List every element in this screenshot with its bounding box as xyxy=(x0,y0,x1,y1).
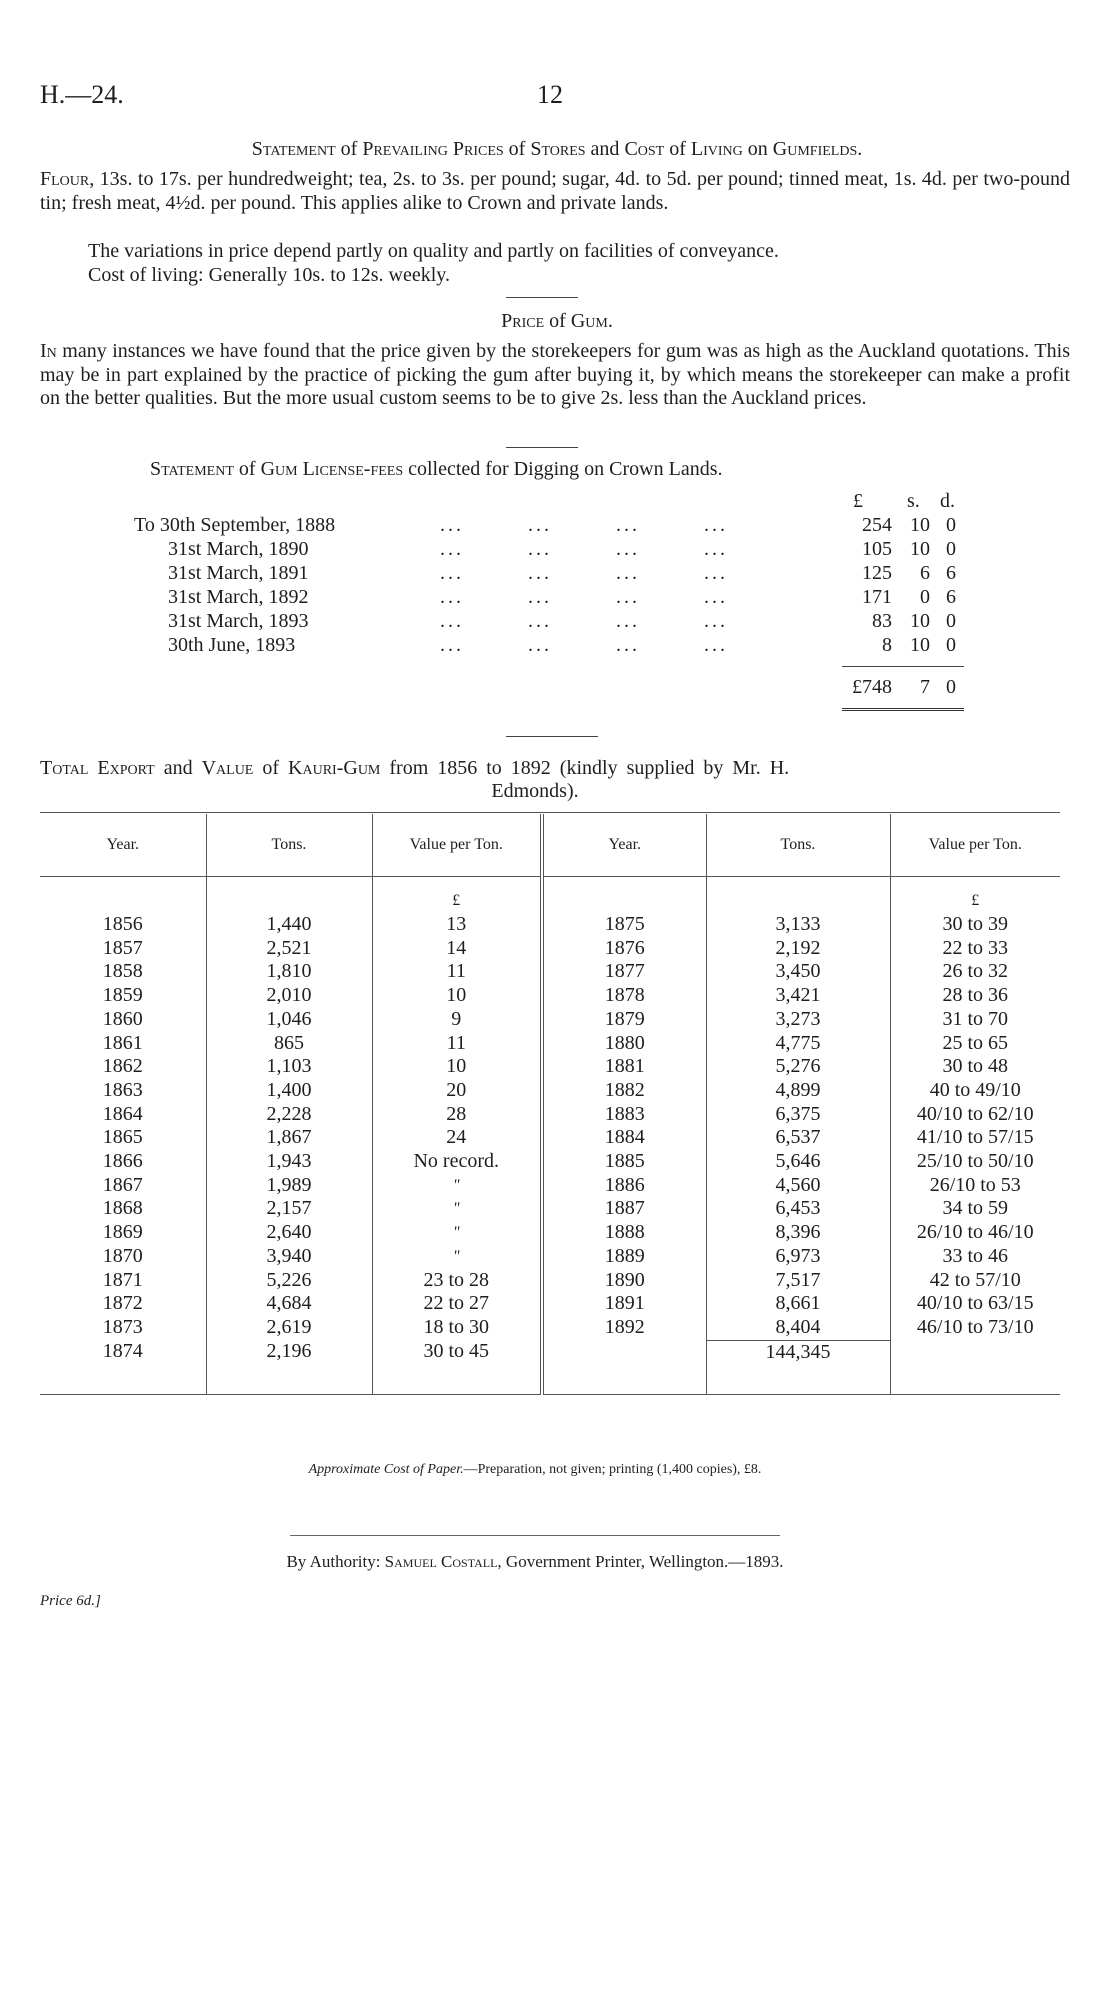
shillings-header: s. xyxy=(907,490,920,512)
cost-of-living-line: Cost of living: Generally 10s. to 12s. weekly. xyxy=(88,264,450,286)
year-cell: 1863 xyxy=(40,1079,206,1103)
fee-pounds: 83 xyxy=(872,610,892,632)
value-cell: 25 to 65 xyxy=(942,1031,1009,1054)
spacer-cell xyxy=(706,877,890,914)
year-cell: 1856 xyxy=(40,913,206,937)
year-cell: 1857 xyxy=(40,937,206,961)
running-head: H.—24. xyxy=(40,80,124,109)
value-cell: 9 xyxy=(372,1008,542,1032)
fee-period: 30th June, 1893 xyxy=(168,634,296,656)
year-cell: 1860 xyxy=(40,1008,206,1032)
license-fee-row xyxy=(0,586,1114,610)
currency-row xyxy=(40,877,1060,914)
table-row xyxy=(40,1245,1060,1269)
price-tag: Price 6d.] xyxy=(40,1593,101,1609)
year-cell: 1869 xyxy=(40,1221,206,1245)
tons-cell: 3,450 xyxy=(706,960,890,984)
cost-note: Approximate Cost of Paper.—Preparation, not given; printing (1,400 copies), £8. xyxy=(308,1462,762,1477)
header-value: Value per Ton. xyxy=(372,814,542,877)
dot-leader: ... ... ... ... xyxy=(440,610,728,632)
table-row xyxy=(40,1150,1060,1174)
year-cell: 1865 xyxy=(40,1126,206,1150)
fee-shillings: 6 xyxy=(920,562,930,584)
value-cell: 30 to 45 xyxy=(372,1340,542,1364)
value-cell: 40 to 49/10 xyxy=(929,1078,1021,1101)
export-title: Total Export and Value of Kauri-Gum from 1856 to 1892 (kindly supplied by Mr. H. xyxy=(40,757,790,779)
tons-cell: 1,400 xyxy=(206,1079,372,1103)
fee-pounds: 105 xyxy=(862,538,892,560)
value-cell: 22 to 27 xyxy=(372,1292,542,1316)
divider xyxy=(506,447,578,448)
year-cell: 1883 xyxy=(542,1103,706,1127)
tons-cell: 1,046 xyxy=(206,1008,372,1032)
table-row xyxy=(40,1316,1060,1340)
tons-cell: 1,943 xyxy=(206,1150,372,1174)
export-table xyxy=(40,814,1060,1397)
total-pence: 0 xyxy=(946,676,956,698)
fee-pence: 0 xyxy=(946,538,956,560)
tons-cell: 4,899 xyxy=(706,1079,890,1103)
table-row xyxy=(40,1032,1060,1056)
variations-line: The variations in price depend partly on quality and partly on facilities of conveyance. xyxy=(88,240,779,262)
value-cell: 22 to 33 xyxy=(942,936,1009,959)
value-cell: 46/10 to 73/10 xyxy=(916,1316,1034,1339)
year-cell: 1887 xyxy=(542,1197,706,1221)
value-cell: 11 xyxy=(372,960,542,984)
year-cell: 1881 xyxy=(542,1055,706,1079)
tons-cell: 2,619 xyxy=(206,1316,372,1340)
tons-cell: 2,192 xyxy=(706,937,890,961)
spacer-cell xyxy=(206,877,372,914)
fee-pence: 6 xyxy=(946,586,956,608)
table-row xyxy=(40,960,1060,984)
spacer-cell xyxy=(372,1364,542,1395)
table-row xyxy=(40,1292,1060,1316)
table-row xyxy=(40,1126,1060,1150)
value-cell: " xyxy=(372,1221,542,1245)
license-fee-row xyxy=(0,610,1114,634)
table-row xyxy=(40,1055,1060,1079)
year-cell: 1876 xyxy=(542,937,706,961)
value-cell: " xyxy=(372,1197,542,1221)
rule-cell xyxy=(40,1395,1060,1398)
year-cell: 1874 xyxy=(40,1340,206,1364)
fee-pounds: 8 xyxy=(882,634,892,656)
tons-cell: 1,989 xyxy=(206,1174,372,1198)
year-cell: 1871 xyxy=(40,1269,206,1293)
fee-period: 31st March, 1892 xyxy=(168,586,309,608)
fee-shillings: 10 xyxy=(910,514,930,536)
tons-cell: 6,453 xyxy=(706,1197,890,1221)
fee-shillings: 10 xyxy=(910,538,930,560)
fee-pounds: 254 xyxy=(862,514,892,536)
table-row xyxy=(40,1174,1060,1198)
value-cell: No record. xyxy=(372,1150,542,1174)
tons-cell: 3,273 xyxy=(706,1008,890,1032)
year-cell: 1872 xyxy=(40,1292,206,1316)
tons-cell: 6,537 xyxy=(706,1126,890,1150)
value-cell: 28 to 36 xyxy=(942,984,1009,1007)
year-cell: 1859 xyxy=(40,984,206,1008)
table-top-rule xyxy=(40,812,1060,813)
tons-cell: 3,421 xyxy=(706,984,890,1008)
year-cell: 1875 xyxy=(542,913,706,937)
table-bottom-spacer xyxy=(40,1364,1060,1395)
tons-cell: 7,517 xyxy=(706,1269,890,1293)
value-cell: 11 xyxy=(372,1032,542,1056)
year-cell: 1886 xyxy=(542,1174,706,1198)
table-row xyxy=(40,1103,1060,1127)
tons-cell: 2,228 xyxy=(206,1103,372,1127)
spacer-cell xyxy=(890,1364,1060,1395)
year-cell: 1864 xyxy=(40,1103,206,1127)
table-row xyxy=(40,1079,1060,1103)
tons-cell: 4,775 xyxy=(706,1032,890,1056)
header-tons: Tons. xyxy=(706,814,890,877)
value-cell: 14 xyxy=(372,937,542,961)
value-cell: " xyxy=(372,1245,542,1269)
license-fees-total xyxy=(0,676,1114,700)
year-cell: 1870 xyxy=(40,1245,206,1269)
value-cell: 13 xyxy=(372,913,542,937)
table-row xyxy=(40,937,1060,961)
value-cell: 30 to 39 xyxy=(942,913,1009,935)
year-cell: 1889 xyxy=(542,1245,706,1269)
tons-cell: 5,276 xyxy=(706,1055,890,1079)
value-cell: 34 to 59 xyxy=(942,1197,1009,1220)
year-cell: 1891 xyxy=(542,1292,706,1316)
page-number: 12 xyxy=(537,80,563,109)
year-cell xyxy=(542,1340,706,1364)
value-cell: 42 to 57/10 xyxy=(929,1268,1021,1291)
spacer-cell xyxy=(542,1364,706,1395)
year-cell: 1873 xyxy=(40,1316,206,1340)
spacer-cell xyxy=(40,877,206,914)
fee-shillings: 0 xyxy=(920,586,930,608)
value-cell: 18 to 30 xyxy=(372,1316,542,1340)
table-row xyxy=(40,913,1060,937)
dot-leader: ... ... ... ... xyxy=(440,538,728,560)
value-cell: 26 to 32 xyxy=(942,960,1009,983)
value-cell: 24 xyxy=(372,1126,542,1150)
divider xyxy=(290,1535,780,1536)
price-of-gum-title: Price of Gum. xyxy=(501,310,613,332)
tons-cell: 2,640 xyxy=(206,1221,372,1245)
table-row xyxy=(40,1269,1060,1293)
tons-cell: 865 xyxy=(206,1032,372,1056)
license-fee-row xyxy=(0,634,1114,658)
spacer-cell xyxy=(206,1364,372,1395)
year-cell: 1884 xyxy=(542,1126,706,1150)
year-cell: 1866 xyxy=(40,1150,206,1174)
fee-pounds: 171 xyxy=(862,586,892,608)
year-cell: 1877 xyxy=(542,960,706,984)
dot-leader: ... ... ... ... xyxy=(440,562,728,584)
license-fees-title: Statement of Gum License-fees collected for Digging on Crown Lands. xyxy=(150,458,723,480)
license-fee-row xyxy=(0,562,1114,586)
license-fees-units xyxy=(0,490,1114,514)
tons-cell: 2,157 xyxy=(206,1197,372,1221)
value-cell: 30 to 48 xyxy=(942,1055,1009,1078)
tons-cell: 2,196 xyxy=(206,1340,372,1364)
stores-title: Statement of Prevailing Prices of Stores and Cost of Living on Gumfields. xyxy=(251,138,863,160)
tons-cell: 8,396 xyxy=(706,1221,890,1245)
header-year: Year. xyxy=(542,814,706,877)
tons-cell: 2,010 xyxy=(206,984,372,1008)
tons-cell: 1,103 xyxy=(206,1055,372,1079)
tons-cell: 8,661 xyxy=(706,1292,890,1316)
table-row xyxy=(40,1340,1060,1364)
value-cell: 20 xyxy=(372,1079,542,1103)
table-row xyxy=(40,1221,1060,1245)
value-cell: 26/10 to 53 xyxy=(929,1173,1021,1196)
fee-pence: 6 xyxy=(946,562,956,584)
year-cell: 1862 xyxy=(40,1055,206,1079)
dot-leader: ... ... ... ... xyxy=(440,586,728,608)
fee-period: 31st March, 1891 xyxy=(168,562,309,584)
year-cell: 1867 xyxy=(40,1174,206,1198)
tons-cell: 3,940 xyxy=(206,1245,372,1269)
year-cell: 1878 xyxy=(542,984,706,1008)
tons-cell: 6,375 xyxy=(706,1103,890,1127)
value-cell: 10 xyxy=(372,1055,542,1079)
printer-line: By Authority: Samuel Costall, Government Printer, Wellington.—1893. xyxy=(286,1552,784,1571)
price-of-gum-paragraph: In many instances we have found that the price given by the storekeepers for gum was as high as the Auckland quotations. This may be in part explained by the practice of picking the gum after buying it, by which means the storekeeper can make a profit on the better qualities. But the more usual custom seems to be to give 2s. less than the Auckland prices. xyxy=(40,340,1070,409)
value-cell: " xyxy=(372,1174,542,1198)
total-shillings: 7 xyxy=(920,676,930,698)
divider xyxy=(506,297,578,298)
pence-header: d. xyxy=(940,490,955,512)
value-cell xyxy=(890,1340,1060,1364)
spacer-cell xyxy=(40,1364,206,1395)
fee-period: 31st March, 1893 xyxy=(168,610,309,632)
fee-period: To 30th September, 1888 xyxy=(134,514,336,536)
stores-paragraph: Flour, 13s. to 17s. per hundredweight; tea, 2s. to 3s. per pound; sugar, 4d. to 5d. per pound; tinned meat, 1s. 4d. per two-pound tin; fresh meat, 4½d. per pound. This applies alike to Crown and private lands. xyxy=(40,168,1070,214)
tons-cell: 2,521 xyxy=(206,937,372,961)
license-fee-row xyxy=(0,538,1114,562)
fee-period: 31st March, 1890 xyxy=(168,538,309,560)
value-cell: 28 xyxy=(372,1103,542,1127)
fee-pence: 0 xyxy=(946,514,956,536)
tons-cell: 3,133 xyxy=(706,913,890,937)
dot-leader: ... ... ... ... xyxy=(440,514,728,536)
fee-shillings: 10 xyxy=(910,610,930,632)
value-cell: 40/10 to 62/10 xyxy=(916,1102,1034,1125)
year-cell: 1879 xyxy=(542,1008,706,1032)
year-cell: 1885 xyxy=(542,1150,706,1174)
year-cell: 1868 xyxy=(40,1197,206,1221)
tons-cell: 4,560 xyxy=(706,1174,890,1198)
currency-right: £ xyxy=(971,892,980,910)
year-cell: 1890 xyxy=(542,1269,706,1293)
value-cell: 25/10 to 50/10 xyxy=(916,1150,1034,1173)
fee-pence: 0 xyxy=(946,634,956,656)
table-row xyxy=(40,1197,1060,1221)
header-year: Year. xyxy=(40,814,206,877)
fee-pounds: 125 xyxy=(862,562,892,584)
dot-leader: ... ... ... ... xyxy=(440,634,728,656)
currency-left: £ xyxy=(372,877,542,914)
value-cell: 23 to 28 xyxy=(372,1269,542,1293)
tons-cell: 6,973 xyxy=(706,1245,890,1269)
tons-cell: 5,226 xyxy=(206,1269,372,1293)
year-cell: 1858 xyxy=(40,960,206,984)
table-row xyxy=(40,1008,1060,1032)
value-cell: 40/10 to 63/15 xyxy=(916,1292,1034,1315)
year-cell: 1880 xyxy=(542,1032,706,1056)
tons-cell: 8,404 xyxy=(706,1316,890,1340)
header-value: Value per Ton. xyxy=(928,836,1022,853)
year-cell: 1892 xyxy=(542,1316,706,1340)
total-tons-cell: 144,345 xyxy=(706,1340,890,1364)
table-bottom-rule xyxy=(40,1395,1060,1398)
tons-cell: 1,867 xyxy=(206,1126,372,1150)
pounds-header: £ xyxy=(853,490,863,512)
tons-cell: 5,646 xyxy=(706,1150,890,1174)
divider xyxy=(506,736,598,737)
tons-cell: 1,810 xyxy=(206,960,372,984)
total-double-rule xyxy=(842,708,964,711)
year-cell: 1882 xyxy=(542,1079,706,1103)
value-cell: 41/10 to 57/15 xyxy=(916,1126,1034,1149)
value-cell: 31 to 70 xyxy=(942,1007,1009,1030)
tons-cell: 1,440 xyxy=(206,913,372,937)
tons-cell: 4,684 xyxy=(206,1292,372,1316)
value-cell: 26/10 to 46/10 xyxy=(916,1221,1034,1244)
spacer-cell xyxy=(706,1364,890,1395)
value-cell: 10 xyxy=(372,984,542,1008)
total-rule xyxy=(842,666,964,667)
fee-pence: 0 xyxy=(946,610,956,632)
total-pounds: £748 xyxy=(852,676,892,698)
fee-shillings: 10 xyxy=(910,634,930,656)
export-title-line2: Edmonds). xyxy=(491,780,579,802)
header-tons: Tons. xyxy=(206,814,372,877)
table-row xyxy=(40,984,1060,1008)
license-fee-row xyxy=(0,514,1114,538)
table-header-row xyxy=(40,814,1060,877)
spacer-cell xyxy=(542,877,706,914)
year-cell: 1888 xyxy=(542,1221,706,1245)
value-cell: 33 to 46 xyxy=(942,1244,1009,1267)
year-cell: 1861 xyxy=(40,1032,206,1056)
